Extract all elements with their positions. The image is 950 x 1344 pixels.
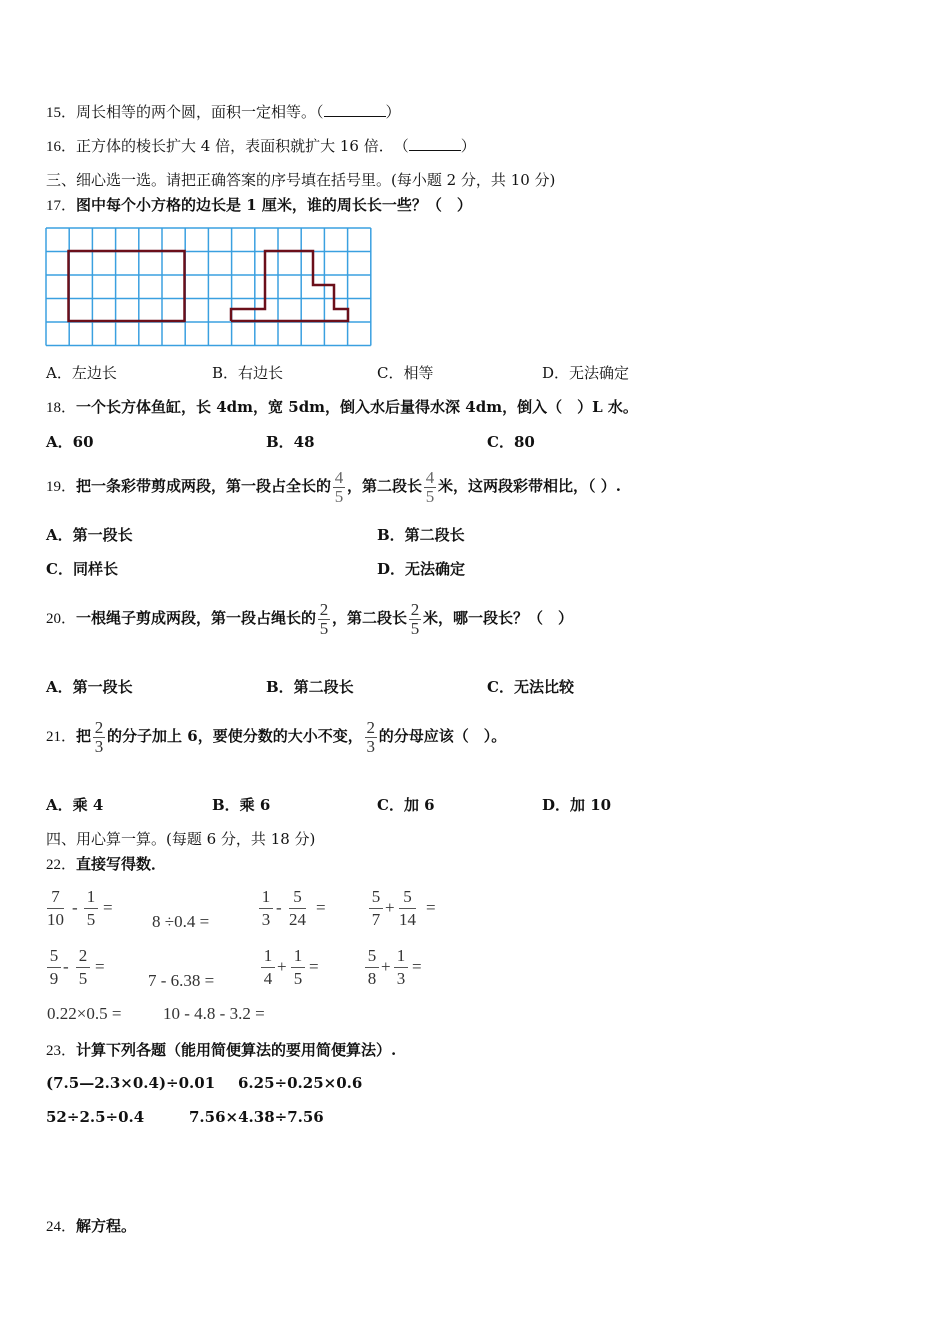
numerator: 4 bbox=[425, 467, 435, 487]
question-number: 22． bbox=[46, 857, 77, 873]
question-text-part3: 米，哪一段长？（ ） bbox=[423, 609, 574, 627]
question-text-part2: ，第二段长 bbox=[332, 609, 408, 627]
denominator: 5 bbox=[410, 618, 420, 638]
q17-option-b[interactable]: B．右边长 bbox=[212, 364, 284, 382]
question-text: 正方体的棱长扩大 4 倍，表面积就扩大 16 倍． （ bbox=[76, 137, 409, 155]
fraction-4-5 bbox=[424, 469, 436, 506]
q21-option-b[interactable]: B．乘 6 bbox=[212, 796, 271, 814]
question-number: 21． bbox=[46, 729, 77, 745]
expression-1: (7.5—2.3×0.4)÷0.01 bbox=[46, 1074, 216, 1092]
question-text-part1: 把一条彩带剪成两段，第一段占全长的 bbox=[76, 477, 332, 495]
numerator: 5 bbox=[403, 887, 412, 906]
question-24 bbox=[46, 1216, 136, 1237]
numerator: 5 bbox=[371, 887, 381, 906]
fraction bbox=[369, 886, 383, 931]
equals: = bbox=[95, 957, 105, 976]
numerator: 2 bbox=[319, 599, 329, 619]
operator: + bbox=[385, 898, 395, 917]
numerator: 5 bbox=[367, 946, 377, 965]
denominator: 5 bbox=[293, 969, 303, 988]
question-text-part2: 的分子加上 6，要使分数的大小不变， bbox=[107, 727, 363, 745]
q20-option-b[interactable]: B．第二段长 bbox=[266, 678, 354, 696]
numerator: 1 bbox=[261, 887, 271, 906]
fraction bbox=[47, 945, 61, 990]
expression-2: 6.25÷0.25×0.6 bbox=[238, 1074, 363, 1092]
denominator: 5 bbox=[78, 969, 88, 988]
numerator: 5 bbox=[49, 946, 59, 965]
question-number: 17． bbox=[46, 198, 77, 214]
question-text-part3: 米，这两段彩带相比，（ ）. bbox=[438, 477, 621, 495]
q17-option-d[interactable]: D．无法确定 bbox=[542, 364, 630, 382]
right-staircase-shape bbox=[231, 251, 348, 321]
equals: = bbox=[426, 898, 436, 917]
question-number: 18． bbox=[46, 400, 77, 416]
numerator: 4 bbox=[334, 467, 344, 487]
q19-option-c[interactable]: C．同样长 bbox=[46, 560, 118, 578]
fraction-2-5 bbox=[318, 601, 330, 638]
operator: - bbox=[72, 898, 78, 917]
denominator: 4 bbox=[263, 969, 273, 988]
expression: 7 - 6.38 = bbox=[148, 971, 215, 990]
q20-option-a[interactable]: A．第一段长 bbox=[46, 678, 133, 696]
q19-option-a[interactable]: A．第一段长 bbox=[46, 526, 133, 544]
question-17 bbox=[46, 195, 472, 216]
question-number: 16． bbox=[46, 139, 77, 155]
question-number: 19． bbox=[46, 479, 77, 495]
numerator: 5 bbox=[293, 887, 302, 906]
denominator: 3 bbox=[366, 736, 375, 756]
fraction bbox=[289, 886, 306, 931]
q21-option-d[interactable]: D．加 10 bbox=[542, 796, 612, 814]
fraction bbox=[291, 945, 305, 990]
expression-4: 7.56×4.38÷7.56 bbox=[189, 1108, 324, 1126]
numerator: 2 bbox=[366, 717, 375, 737]
question-text: 周长相等的两个圆，面积一定相等。（ bbox=[76, 103, 324, 121]
question-number: 24． bbox=[46, 1219, 77, 1235]
section-3-heading: 三、细心选一选。请把正确答案的序号填在括号里。(每小题 2 分，共 10 分) bbox=[46, 171, 556, 189]
numerator: 7 bbox=[51, 887, 60, 906]
answer-blank[interactable] bbox=[324, 102, 386, 117]
question-22 bbox=[46, 854, 166, 875]
q21-option-a[interactable]: A．乘 4 bbox=[46, 796, 104, 814]
denominator: 5 bbox=[86, 910, 96, 929]
fraction bbox=[84, 886, 98, 931]
fraction-4-5 bbox=[333, 469, 345, 506]
question-number: 15． bbox=[46, 105, 77, 121]
grid-lines bbox=[46, 228, 371, 346]
denominator: 8 bbox=[367, 969, 377, 988]
numerator: 1 bbox=[263, 946, 273, 965]
close-paren: ） bbox=[460, 137, 476, 155]
q19-option-b[interactable]: B．第二段长 bbox=[377, 526, 465, 544]
operator: - bbox=[276, 898, 282, 917]
question-text-part1: 一根绳子剪成两段，第一段占绳长的 bbox=[76, 609, 317, 627]
grid-figure bbox=[45, 227, 372, 347]
denominator: 9 bbox=[49, 969, 59, 988]
question-number: 20． bbox=[46, 611, 77, 627]
section-4-heading: 四、用心算一算。(每题 6 分，共 18 分) bbox=[46, 830, 316, 848]
expression-3: 52÷2.5÷0.4 bbox=[46, 1108, 145, 1126]
denominator: 5 bbox=[319, 618, 329, 638]
fraction bbox=[76, 945, 90, 990]
numerator: 1 bbox=[396, 946, 406, 965]
question-text: 图中每个小方格的边长是 1 厘米，谁的周长长一些？（ ） bbox=[76, 196, 472, 214]
fraction-2-3 bbox=[365, 719, 377, 756]
denominator: 7 bbox=[371, 910, 381, 929]
numerator: 2 bbox=[78, 946, 88, 965]
question-text-part1: 把 bbox=[76, 727, 92, 745]
numerator: 2 bbox=[410, 599, 420, 619]
operator: + bbox=[277, 957, 287, 976]
denominator: 3 bbox=[396, 969, 406, 988]
fraction bbox=[394, 945, 408, 990]
numerator: 1 bbox=[293, 946, 303, 965]
answer-blank[interactable] bbox=[409, 136, 461, 151]
q18-option-a[interactable]: A．60 bbox=[46, 433, 94, 451]
fraction bbox=[399, 886, 416, 931]
numerator: 1 bbox=[86, 887, 96, 906]
equals: = bbox=[103, 898, 113, 917]
q21-option-c[interactable]: C．加 6 bbox=[377, 796, 435, 814]
equals: = bbox=[412, 957, 422, 976]
denominator: 5 bbox=[425, 486, 435, 506]
denominator: 10 bbox=[47, 910, 64, 929]
question-text: 直接写得数． bbox=[76, 855, 167, 873]
q17-option-a[interactable]: A．左边长 bbox=[46, 364, 117, 382]
equals: = bbox=[316, 898, 326, 917]
fraction-2-5 bbox=[409, 601, 421, 638]
question-21 bbox=[46, 713, 506, 760]
question-text: 解方程。 bbox=[76, 1217, 137, 1235]
question-15 bbox=[46, 102, 401, 123]
question-number: 23． bbox=[46, 1043, 77, 1059]
expression: 0.22×0.5 = bbox=[47, 1004, 122, 1023]
operator: + bbox=[381, 957, 391, 976]
denominator: 5 bbox=[334, 486, 344, 506]
question-text: 一个长方体鱼缸，长 4dm，宽 5dm，倒入水后量得水深 4dm，倒入（ ）L 水。 bbox=[76, 398, 638, 416]
expression: 8 ÷0.4 = bbox=[152, 912, 210, 931]
question-23 bbox=[46, 1040, 396, 1061]
numerator: 2 bbox=[94, 717, 104, 737]
denominator: 3 bbox=[261, 910, 271, 929]
close-paren: ） bbox=[385, 103, 401, 121]
question-20 bbox=[46, 595, 573, 642]
question-text: 计算下列各题（能用简便算法的要用简便算法）. bbox=[76, 1041, 397, 1059]
fraction-2-3 bbox=[93, 719, 105, 756]
fraction bbox=[259, 886, 273, 931]
q18-option-b[interactable]: B．48 bbox=[266, 433, 315, 451]
denominator: 14 bbox=[399, 910, 416, 929]
operator: - bbox=[63, 957, 69, 976]
left-rectangle-shape bbox=[69, 251, 185, 321]
equals: = bbox=[309, 957, 319, 976]
denominator: 24 bbox=[289, 910, 306, 929]
question-18 bbox=[46, 397, 638, 418]
fraction bbox=[365, 945, 379, 990]
denominator: 3 bbox=[94, 736, 104, 756]
question-19 bbox=[46, 466, 621, 507]
expression: 10 - 4.8 - 3.2 = bbox=[163, 1004, 265, 1023]
question-text-part2: ，第二段长 bbox=[347, 477, 423, 495]
q17-option-c[interactable]: C．相等 bbox=[377, 364, 434, 382]
question-text-part3: 的分母应该（ ）。 bbox=[378, 727, 507, 745]
question-16 bbox=[46, 136, 476, 157]
q19-option-d[interactable]: D．无法确定 bbox=[377, 560, 466, 578]
fraction bbox=[261, 945, 275, 990]
q20-option-c[interactable]: C．无法比较 bbox=[487, 678, 574, 696]
q18-option-c[interactable]: C．80 bbox=[487, 433, 535, 451]
fraction bbox=[47, 886, 64, 931]
